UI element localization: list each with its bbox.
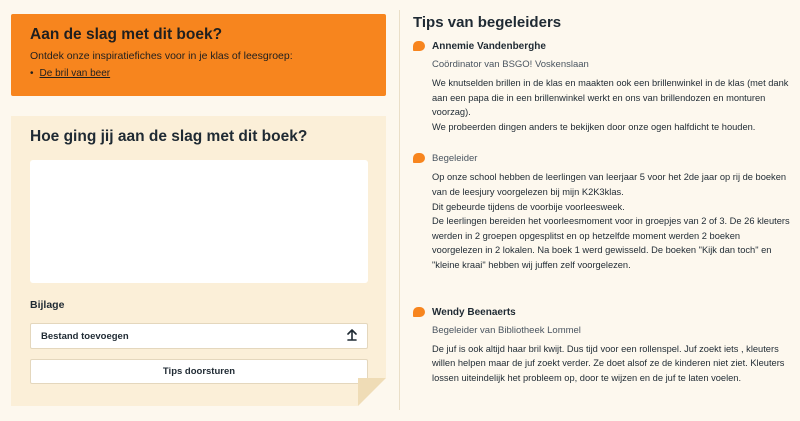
- inspiration-list: [30, 68, 367, 79]
- tip-author-role: Coördinator van BSGO! Voskenslaan: [432, 59, 589, 70]
- speech-bubble-icon: [413, 153, 425, 163]
- tip-item: [413, 40, 793, 134]
- tip-paragraph: We probeerden dingen anders te bekijken door onze ogen halfdicht te houden.: [432, 121, 756, 132]
- inspiration-list-item: [30, 68, 367, 79]
- tip-paragraph: De juf is ook altijd haar bril kwijt. Dus tijd voor een rollenspel. Juf zoekt iets , kleuters willen helpen maar de juf zoekt verder. Ze doet alsof ze de kinderen niet ziet. Kleuters lossen uiteindelijk het probleem op, door te wijzen en de juf te laten voelen.: [432, 343, 785, 383]
- tip-author-role: Begeleider: [432, 153, 478, 165]
- tip-form-card: [11, 116, 386, 406]
- tips-title: Tips van begeleiders: [413, 14, 562, 31]
- tip-textarea[interactable]: [30, 160, 368, 283]
- tip-body: [432, 76, 793, 134]
- tip-item: [413, 152, 793, 272]
- column-divider: [399, 10, 400, 410]
- upload-arrow-icon: [347, 329, 357, 344]
- submit-tips-label: Tips doorsturen: [162, 366, 236, 377]
- inspiration-link[interactable]: De bril van beer: [39, 68, 111, 79]
- attachment-label: Bijlage: [30, 299, 65, 311]
- inspiration-title: Aan de slag met dit boek?: [30, 26, 223, 43]
- tip-author-name: Wendy Beenaerts: [432, 306, 516, 318]
- speech-bubble-icon: [413, 307, 425, 317]
- form-title: Hoe ging jij aan de slag met dit boek?: [30, 128, 308, 145]
- speech-bubble-icon: [413, 41, 425, 51]
- page-fold-corner: [358, 378, 386, 406]
- add-file-button[interactable]: [30, 323, 368, 349]
- inspiration-intro: Ontdek onze inspiratiefiches voor in je klas of leesgroep:: [30, 50, 293, 62]
- tip-paragraph: Op onze school hebben de leerlingen van leerjaar 5 voor het 2de jaar op rij de boeken van de leesjury voorgelezen bij mijn K2K3klas.: [432, 172, 787, 197]
- tip-author-role: Begeleider van Bibliotheek Lommel: [432, 324, 581, 336]
- tip-item: [413, 306, 793, 386]
- tips-section: [413, 14, 793, 385]
- tip-paragraph: Dit gebeurde tijdens de voorbije voorleesweek.: [432, 201, 625, 212]
- tip-paragraph: We knutselden brillen in de klas en maakten ook een brillenwinkel in de klas (met dank aan een papa die in een brillenwinkel werkt en ons van brillendozen en monturen voorzag).: [432, 78, 789, 118]
- add-file-label: Bestand toevoegen: [41, 330, 129, 342]
- submit-tips-button[interactable]: [30, 359, 368, 384]
- tip-paragraph: De leerlingen bereiden het voorleesmoment voor in groepjes van 2 of 3. De 26 kleuters werden in 2 groepen opgesplitst en op hetzelfde moment werden 2 boeken voorgelezen in 2 lokalen. Na boek 1 werd gewisseld. De boeken "Kijk dan toch" en "kleine kraai" hebben wij juffen zelf voorgelezen.: [432, 216, 790, 270]
- tip-body: [432, 342, 793, 386]
- tip-author-name: Annemie Vandenberghe: [432, 41, 546, 52]
- inspiration-card: [11, 14, 386, 96]
- tip-body: [432, 170, 793, 272]
